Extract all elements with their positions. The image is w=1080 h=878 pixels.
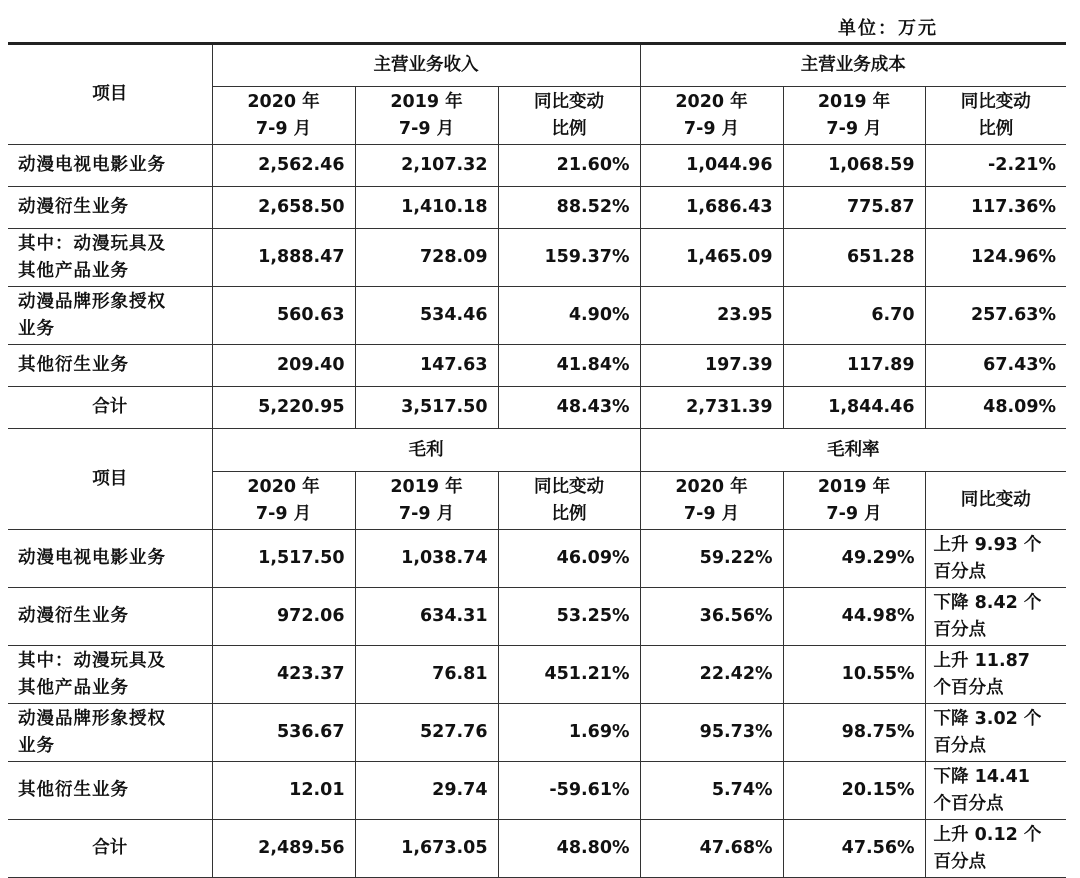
table-cell: 197.39 — [640, 345, 783, 387]
table-cell: 1.69% — [498, 704, 640, 762]
table-cell: 2,489.56 — [212, 820, 355, 878]
table-cell: 536.67 — [212, 704, 355, 762]
table-cell: 423.37 — [212, 646, 355, 704]
table-cell: 560.63 — [212, 287, 355, 345]
table-cell: 209.40 — [212, 345, 355, 387]
column-header: 同比变动 比例 — [498, 472, 640, 530]
table-cell: 20.15% — [783, 762, 925, 820]
row-label: 合计 — [8, 820, 212, 878]
table-cell: 1,410.18 — [355, 187, 498, 229]
table-row — [8, 530, 1066, 588]
table-cell: 2,731.39 — [640, 387, 783, 429]
table-row — [8, 762, 1066, 820]
row-label: 其他衍生业务 — [8, 345, 212, 387]
item-header: 项目 — [8, 44, 212, 145]
table-cell: 2,107.32 — [355, 145, 498, 187]
table-cell: 634.31 — [355, 588, 498, 646]
table-cell: 972.06 — [212, 588, 355, 646]
table-row — [8, 229, 1066, 287]
column-header: 2020 年 7-9 月 — [212, 472, 355, 530]
group-header-revenue: 主营业务收入 — [212, 44, 640, 87]
column-header: 2020 年 7-9 月 — [640, 472, 783, 530]
row-label: 其中：动漫玩具及 其他产品业务 — [8, 229, 212, 287]
column-header: 2019 年 7-9 月 — [355, 87, 498, 145]
table-cell: 47.56% — [783, 820, 925, 878]
group-header-gross-margin: 毛利率 — [640, 429, 1066, 472]
column-header: 2020 年 7-9 月 — [640, 87, 783, 145]
table-cell: 76.81 — [355, 646, 498, 704]
table-cell: 5.74% — [640, 762, 783, 820]
row-label: 动漫品牌形象授权 业务 — [8, 287, 212, 345]
column-header: 2019 年 7-9 月 — [783, 472, 925, 530]
row-label: 动漫品牌形象授权 业务 — [8, 704, 212, 762]
table-cell: 95.73% — [640, 704, 783, 762]
column-header: 同比变动 — [925, 472, 1066, 530]
table-cell: 48.43% — [498, 387, 640, 429]
table-cell: 1,044.96 — [640, 145, 783, 187]
table-cell: 4.90% — [498, 287, 640, 345]
table-cell: 5,220.95 — [212, 387, 355, 429]
table-cell: 1,844.46 — [783, 387, 925, 429]
column-header: 2020 年 7-9 月 — [212, 87, 355, 145]
table-cell: 46.09% — [498, 530, 640, 588]
table-row — [8, 704, 1066, 762]
table-cell: 1,686.43 — [640, 187, 783, 229]
table-cell: 48.80% — [498, 820, 640, 878]
table-cell: 49.29% — [783, 530, 925, 588]
row-label: 其中：动漫玩具及 其他产品业务 — [8, 646, 212, 704]
table-cell: -2.21% — [925, 145, 1066, 187]
table-cell: 12.01 — [212, 762, 355, 820]
table-row-total — [8, 820, 1066, 878]
table-cell: 10.55% — [783, 646, 925, 704]
table-cell: 21.60% — [498, 145, 640, 187]
table-row — [8, 345, 1066, 387]
table-cell: 47.68% — [640, 820, 783, 878]
table-cell: 117.36% — [925, 187, 1066, 229]
table-cell: 22.42% — [640, 646, 783, 704]
table-cell: 2,562.46 — [212, 145, 355, 187]
table-cell: 527.76 — [355, 704, 498, 762]
table-cell: 53.25% — [498, 588, 640, 646]
column-header: 同比变动 比例 — [925, 87, 1066, 145]
table-cell: 257.63% — [925, 287, 1066, 345]
table-cell: 1,038.74 — [355, 530, 498, 588]
table-cell: 147.63 — [355, 345, 498, 387]
table-cell: 651.28 — [783, 229, 925, 287]
table-cell: 44.98% — [783, 588, 925, 646]
table-cell: 上升 9.93 个 百分点 — [925, 530, 1066, 588]
table-cell: 98.75% — [783, 704, 925, 762]
table-cell: 29.74 — [355, 762, 498, 820]
row-label: 动漫衍生业务 — [8, 588, 212, 646]
table-row — [8, 588, 1066, 646]
column-header: 2019 年 7-9 月 — [355, 472, 498, 530]
table-cell: 117.89 — [783, 345, 925, 387]
table-row — [8, 287, 1066, 345]
table-cell: 67.43% — [925, 345, 1066, 387]
table-cell: 159.37% — [498, 229, 640, 287]
table-cell: 1,465.09 — [640, 229, 783, 287]
table-row — [8, 646, 1066, 704]
financial-table — [8, 42, 1066, 878]
table-cell: 775.87 — [783, 187, 925, 229]
item-header: 项目 — [8, 429, 212, 530]
table-row — [8, 187, 1066, 229]
table-cell: 6.70 — [783, 287, 925, 345]
table-cell: 124.96% — [925, 229, 1066, 287]
table-cell: 上升 11.87 个百分点 — [925, 646, 1066, 704]
table-cell: 23.95 — [640, 287, 783, 345]
row-label: 动漫电视电影业务 — [8, 530, 212, 588]
column-header: 同比变动 比例 — [498, 87, 640, 145]
group-header-cost: 主营业务成本 — [640, 44, 1066, 87]
table-cell: 88.52% — [498, 187, 640, 229]
row-label: 合计 — [8, 387, 212, 429]
table-row — [8, 145, 1066, 187]
row-label: 动漫衍生业务 — [8, 187, 212, 229]
unit-label: 单位：万元 — [838, 18, 938, 39]
table-cell: -59.61% — [498, 762, 640, 820]
table-cell: 36.56% — [640, 588, 783, 646]
table-cell: 1,888.47 — [212, 229, 355, 287]
column-header: 2019 年 7-9 月 — [783, 87, 925, 145]
table-cell: 1,068.59 — [783, 145, 925, 187]
group-header-gross-profit: 毛利 — [212, 429, 640, 472]
table-cell: 41.84% — [498, 345, 640, 387]
table-cell: 1,517.50 — [212, 530, 355, 588]
table-cell: 3,517.50 — [355, 387, 498, 429]
row-label: 其他衍生业务 — [8, 762, 212, 820]
table-cell: 451.21% — [498, 646, 640, 704]
table-cell: 下降 8.42 个 百分点 — [925, 588, 1066, 646]
table-cell: 534.46 — [355, 287, 498, 345]
table-cell: 下降 3.02 个 百分点 — [925, 704, 1066, 762]
table-cell: 下降 14.41 个百分点 — [925, 762, 1066, 820]
table-cell: 728.09 — [355, 229, 498, 287]
table-cell: 1,673.05 — [355, 820, 498, 878]
table-cell: 上升 0.12 个 百分点 — [925, 820, 1066, 878]
table-cell: 59.22% — [640, 530, 783, 588]
table-cell: 2,658.50 — [212, 187, 355, 229]
table-cell: 48.09% — [925, 387, 1066, 429]
row-label: 动漫电视电影业务 — [8, 145, 212, 187]
table-row-total — [8, 387, 1066, 429]
